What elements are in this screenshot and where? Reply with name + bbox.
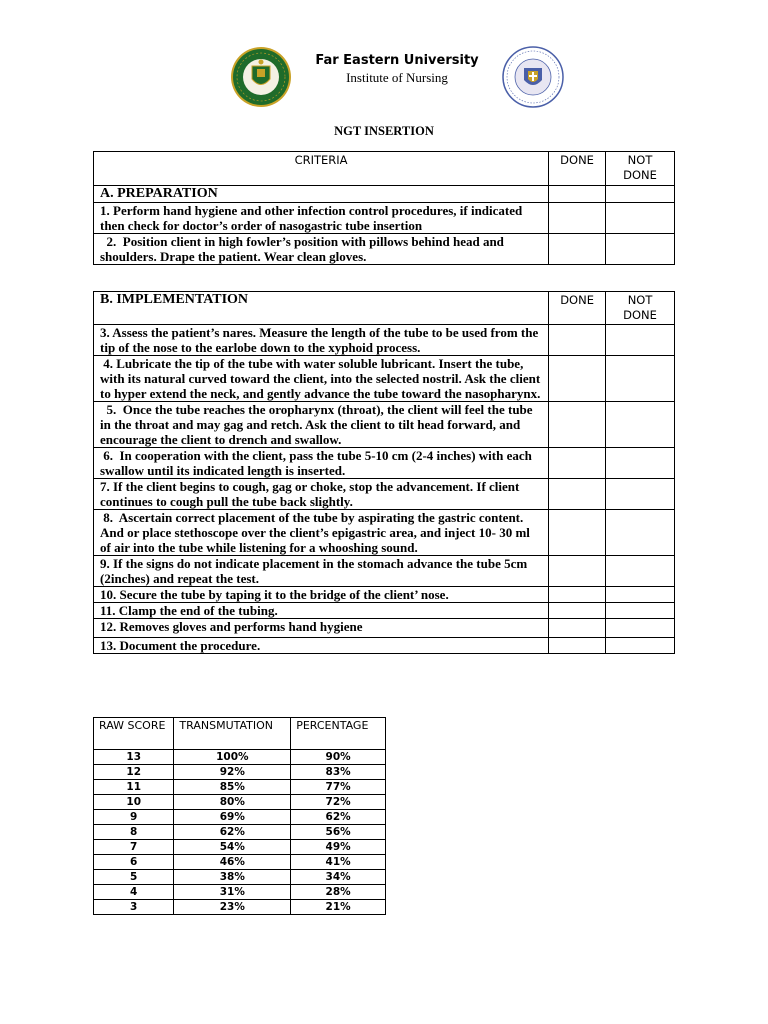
percentage-cell: 77% (291, 780, 386, 795)
table-row (94, 556, 675, 587)
score-transmutation-table (93, 717, 386, 915)
raw-score-cell: 6 (94, 855, 174, 870)
transmutation-cell: 31% (174, 885, 291, 900)
table-row (94, 900, 386, 915)
done-checkbox-cell[interactable] (549, 619, 606, 638)
table-row (94, 234, 675, 265)
done-checkbox-cell[interactable] (549, 234, 606, 265)
table-header-row (94, 152, 675, 186)
table-row (94, 510, 675, 556)
done-checkbox-cell[interactable] (549, 325, 606, 356)
criteria-item: 6. In cooperation with the client, pass the tube 5-10 cm (2-4 inches) with each swallow until its indicated length is inserted. (94, 448, 549, 479)
not-done-checkbox-cell[interactable] (606, 638, 675, 654)
not-done-header: NOT DONE (606, 152, 675, 186)
table-row (94, 795, 386, 810)
table-row (94, 765, 386, 780)
section-title-implementation: B. IMPLEMENTATION (94, 292, 549, 325)
criteria-item: 2. Position client in high fowler’s position with pillows behind head and shoulders. Drape the patient. Wear clean gloves. (94, 234, 549, 265)
raw-score-cell: 4 (94, 885, 174, 900)
not-done-checkbox-cell[interactable] (606, 479, 675, 510)
raw-score-cell: 3 (94, 900, 174, 915)
transmutation-cell: 92% (174, 765, 291, 780)
transmutation-cell: 100% (174, 750, 291, 765)
percentage-cell: 56% (291, 825, 386, 840)
transmutation-cell: 69% (174, 810, 291, 825)
done-checkbox-cell[interactable] (549, 556, 606, 587)
done-checkbox-cell[interactable] (549, 402, 606, 448)
percentage-cell: 83% (291, 765, 386, 780)
done-checkbox-cell[interactable] (549, 603, 606, 619)
table-row (94, 840, 386, 855)
criteria-item: 10. Secure the tube by taping it to the bridge of the client’ nose. (94, 587, 549, 603)
percentage-cell: 21% (291, 900, 386, 915)
criteria-item: 4. Lubricate the tip of the tube with water soluble lubricant. Insert the tube, with its natural curved toward the client, into the selected nostril. Ask the client to hyper extend the neck, and gently advance the tube toward the nasopharynx. (94, 356, 549, 402)
not-done-checkbox-cell[interactable] (606, 402, 675, 448)
section-title-preparation: A. PREPARATION (94, 186, 549, 203)
transmutation-cell: 46% (174, 855, 291, 870)
done-checkbox-cell[interactable] (549, 186, 606, 203)
done-checkbox-cell[interactable] (549, 587, 606, 603)
raw-score-cell: 12 (94, 765, 174, 780)
raw-score-cell: 11 (94, 780, 174, 795)
table-header-row (94, 292, 675, 325)
table-row (94, 780, 386, 795)
not-done-checkbox-cell[interactable] (606, 619, 675, 638)
percentage-cell: 72% (291, 795, 386, 810)
criteria-item: 1. Perform hand hygiene and other infection control procedures, if indicated then check for doctor’s order of nasogastric tube insertion (94, 203, 549, 234)
implementation-table (93, 291, 675, 654)
university-name: Far Eastern University (315, 53, 479, 68)
document-title: NGT INSERTION (334, 124, 434, 138)
criteria-header: CRITERIA (94, 152, 549, 186)
criteria-item: 5. Once the tube reaches the oropharynx (throat), the client will feel the tube in the throat and may gag and retch. Ask the client to tilt head forward, and encourage the client to drench and swallow. (94, 402, 549, 448)
criteria-item: 11. Clamp the end of the tubing. (94, 603, 549, 619)
percentage-cell: 49% (291, 840, 386, 855)
table-row (94, 810, 386, 825)
percentage-cell: 34% (291, 870, 386, 885)
done-checkbox-cell[interactable] (549, 479, 606, 510)
table-row (94, 203, 675, 234)
done-checkbox-cell[interactable] (549, 510, 606, 556)
not-done-checkbox-cell[interactable] (606, 325, 675, 356)
not-done-checkbox-cell[interactable] (606, 186, 675, 203)
done-header: DONE (549, 152, 606, 186)
table-row (94, 825, 386, 840)
percentage-cell: 90% (291, 750, 386, 765)
criteria-item: 7. If the client begins to cough, gag or choke, stop the advancement. If client continues to cough pull the tube back slightly. (94, 479, 549, 510)
section-row (94, 186, 675, 203)
table-row (94, 402, 675, 448)
table-row (94, 356, 675, 402)
transmutation-cell: 23% (174, 900, 291, 915)
percentage-cell: 28% (291, 885, 386, 900)
not-done-checkbox-cell[interactable] (606, 603, 675, 619)
table-row (94, 587, 675, 603)
done-header: DONE (549, 292, 606, 325)
feu-seal-icon (230, 46, 292, 108)
raw-score-cell: 8 (94, 825, 174, 840)
percentage-cell: 41% (291, 855, 386, 870)
percentage-header: PERCENTAGE (291, 718, 386, 750)
not-done-checkbox-cell[interactable] (606, 556, 675, 587)
not-done-checkbox-cell[interactable] (606, 448, 675, 479)
transmutation-cell: 38% (174, 870, 291, 885)
table-row (94, 603, 675, 619)
not-done-header: NOT DONE (606, 292, 675, 325)
table-row (94, 619, 675, 638)
not-done-checkbox-cell[interactable] (606, 587, 675, 603)
transmutation-header: TRANSMUTATION (174, 718, 291, 750)
not-done-checkbox-cell[interactable] (606, 203, 675, 234)
criteria-item: 9. If the signs do not indicate placement in the stomach advance the tube 5cm (2inches) and repeat the test. (94, 556, 549, 587)
raw-score-cell: 10 (94, 795, 174, 810)
table-row (94, 750, 386, 765)
transmutation-cell: 54% (174, 840, 291, 855)
table-row (94, 325, 675, 356)
raw-score-cell: 9 (94, 810, 174, 825)
table-row (94, 885, 386, 900)
criteria-item: 3. Assess the patient’s nares. Measure the length of the tube to be used from the tip of the nose to the earlobe down to the xyphoid process. (94, 325, 549, 356)
score-header-row (94, 718, 386, 750)
done-checkbox-cell[interactable] (549, 356, 606, 402)
table-row (94, 479, 675, 510)
percentage-cell: 62% (291, 810, 386, 825)
document-header (0, 44, 768, 110)
raw-score-header: RAW SCORE (94, 718, 174, 750)
transmutation-cell: 80% (174, 795, 291, 810)
criteria-item: 13. Document the procedure. (94, 638, 549, 654)
table-row (94, 855, 386, 870)
done-checkbox-cell[interactable] (549, 638, 606, 654)
not-done-checkbox-cell[interactable] (606, 234, 675, 265)
raw-score-cell: 7 (94, 840, 174, 855)
transmutation-cell: 62% (174, 825, 291, 840)
nursing-institute-seal-icon (502, 46, 564, 108)
criteria-item: 12. Removes gloves and performs hand hygiene (94, 619, 549, 638)
raw-score-cell: 5 (94, 870, 174, 885)
done-checkbox-cell[interactable] (549, 203, 606, 234)
table-row (94, 448, 675, 479)
not-done-checkbox-cell[interactable] (606, 356, 675, 402)
institute-name: Institute of Nursing (346, 70, 448, 85)
criteria-item: 8. Ascertain correct placement of the tube by aspirating the gastric content. And or place stethoscope over the client’s epigastric area, and inject 10- 30 ml of air into the tube while listening for a whooshing sound. (94, 510, 549, 556)
preparation-table (93, 151, 675, 265)
raw-score-cell: 13 (94, 750, 174, 765)
transmutation-cell: 85% (174, 780, 291, 795)
table-row (94, 870, 386, 885)
table-row (94, 638, 675, 654)
done-checkbox-cell[interactable] (549, 448, 606, 479)
not-done-checkbox-cell[interactable] (606, 510, 675, 556)
